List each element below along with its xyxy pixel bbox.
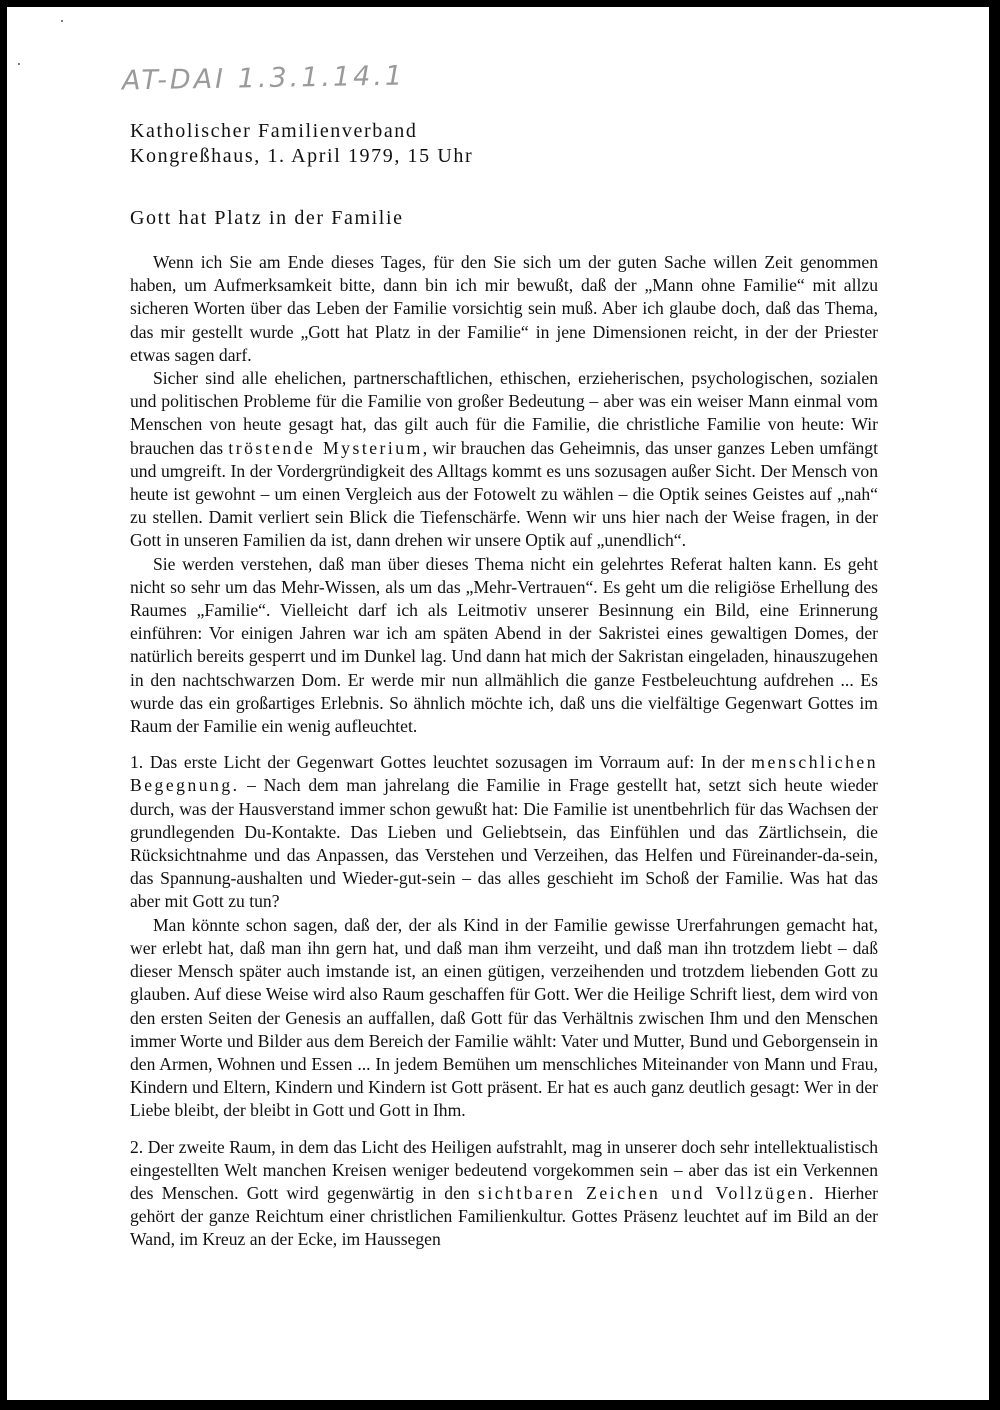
paragraph-text: 2. Der zweite Raum, in dem das Licht des Heiligen aufstrahlt, mag in unserer doch sehr intellektualistisch eingestellten Welt manchen Kreisen weniger bedeutend vorgekommen sein – aber das ist ein Verkennen des Menschen. Gott wird gegenwärtig in den [130, 1136, 878, 1203]
paragraph-text: 1. Das erste Licht der Gegenwart Gottes leuchtet sozusagen im Vorraum auf: In der [130, 752, 745, 773]
paragraph-intro: Wenn ich Sie am Ende dieses Tages, für den Sie sich um der guten Sache willen Zeit genommen haben, um Aufmerksamkeit bitte, dann bin ich mir bewußt, daß der „Mann ohne Familie“ mit allzu sicheren Worten über das Leben der Familie vorsichtig sein muß. Aber ich glaube doch, daß das Thema, das mir gestellt wurde „Gott hat Platz in der Familie“ in jene Dimensionen reicht, in der der Priester etwas sagen darf. [130, 252, 878, 365]
document-title: Gott hat Platz in der Familie [130, 207, 404, 229]
emphasis-text: menschlichen Begegnung. [130, 752, 878, 796]
document-body [130, 251, 878, 1252]
header-organization: Katholischer Familienverband [130, 120, 418, 142]
paragraph-mystery [130, 367, 878, 553]
scan-speck [18, 63, 20, 65]
paragraph-cathedral: Sie werden verstehen, daß man über dieses Thema nicht ein gelehrtes Referat halten kann. Es geht nicht so sehr um das Mehr-Wissen, als um das „Mehr-Vertrauen“. Es geht um die religiöse Erhellung des Raumes „Familie“. Vielleicht darf ich als Leitmotiv unserer Besinnung ein Bild, eine Erinnerung einführen: Vor einigen Jahren war ich am späten Abend in der Sakristei eines gewaltigen Domes, der natürlich bereits gesperrt und im Dunkel lag. Und dann hat mich der Sakristan eingeladen, hinauszugehen in den nachtschwarzen Dom. Er werde mir nun allmählich die ganze Festbeleuchtung aufdrehen ... Es wurde das ein großartiges Erlebnis. So ähnlich möchte ich, daß uns die vielfältige Gegenwart Gottes im Raum der Familie ein wenig aufleuchtet. [130, 553, 878, 737]
document-page [7, 7, 989, 1400]
section-2-paragraph [130, 1136, 878, 1252]
document-content [130, 119, 878, 1252]
paragraph-text: – Nach dem man jahrelang die Familie in Frage gestellt hat, setzt sich heute wieder durch, was der Hausverstand immer schon gewußt hat: Die Familie ist unentbehrlich für das Wachsen der grundlegenden Du-Kontakte. Das Lieben und Geliebtsein, das Einfühlen und das Zärtlichsein, die Rücksichtnahme und das Anpassen, das Verstehen und Verzeihen, das Helfen und Füreinander-da-sein, das Spannung-aushalten und Wieder-gut-sein – das alles geschieht im Schoß der Familie. Was hat das aber mit Gott zu tun? [130, 775, 878, 912]
header-venue-date: Kongreßhaus, 1. April 1979, 15 Uhr [130, 145, 474, 167]
section-1-paragraph [130, 751, 878, 913]
paragraph-text: Hierher gehört der ganze Reichtum einer christlichen Familienkultur. Gottes Präsenz leuchtet auf im Bild an der Wand, im Kreuz an der Ecke, im Haussegen [130, 1182, 879, 1250]
archive-reference: AT-DAI 1.3.1.14.1 [121, 60, 406, 97]
emphasis-text: tröstende Mysterium [228, 437, 423, 458]
scan-speck [61, 20, 63, 22]
paragraph-text: , wir brauchen das Geheimnis, das unser ganzes Leben umfängt und umgreift. In der Vordergründigkeit des Alltags kommt es uns sozusagen außer Sicht. Der Mensch von heute ist gewohnt – um einen Vergleich aus der Fotowelt zu wählen – die Optik seines Geistes auf „nah“ zu stellen. Damit verliert sein Blick die Tiefenschärfe. Wenn wir uns hier nach der Weise fragen, in der Gott in unseren Familien da ist, dann drehen wir unsere Optik auf „unendlich“. [130, 437, 878, 551]
paragraph-text: Sicher sind alle ehelichen, partnerschaftlichen, ethischen, erzieherischen, psychologischen, sozialen und politischen Probleme für die Familie von großer Bedeutung – aber was ein weiser Mann einmal vom Menschen von heute gesagt hat, das gilt auch für die Familie, die christliche Familie von heute: Wir brauchen das [130, 368, 878, 458]
emphasis-text: sichtbaren Zeichen und Vollzügen. [478, 1182, 816, 1203]
paragraph-genesis: Man könnte schon sagen, daß der, der als Kind in der Familie gewisse Urerfahrungen gemacht hat, wer erlebt hat, daß man ihn gern hat, und daß man ihm verzeiht, und daß man ihn trotzdem liebt – daß dieser Mensch später auch imstande ist, an einen gütigen, verzeihenden und trotzdem liebenden Gott zu glauben. Auf diese Weise wird also Raum geschaffen für Gott. Wer die Heilige Schrift liest, dem wird von den ersten Seiten der Genesis an auffallen, daß Gott für das Verhältnis zwischen Ihm und den Menschen immer Worte und Bilder aus dem Bereich der Familie wählt: Vater und Mutter, Bund und Geborgensein in den Armen, Wohnen und Essen ... In jedem Bemühen um menschliches Miteinander von Mann und Frau, Kindern und Eltern, Kindern und Kindern ist Gott präsent. Er hat es auch ganz deutlich gesagt: Wer in der Liebe bleibt, der bleibt in Gott und Gott in Ihm. [130, 914, 878, 1121]
